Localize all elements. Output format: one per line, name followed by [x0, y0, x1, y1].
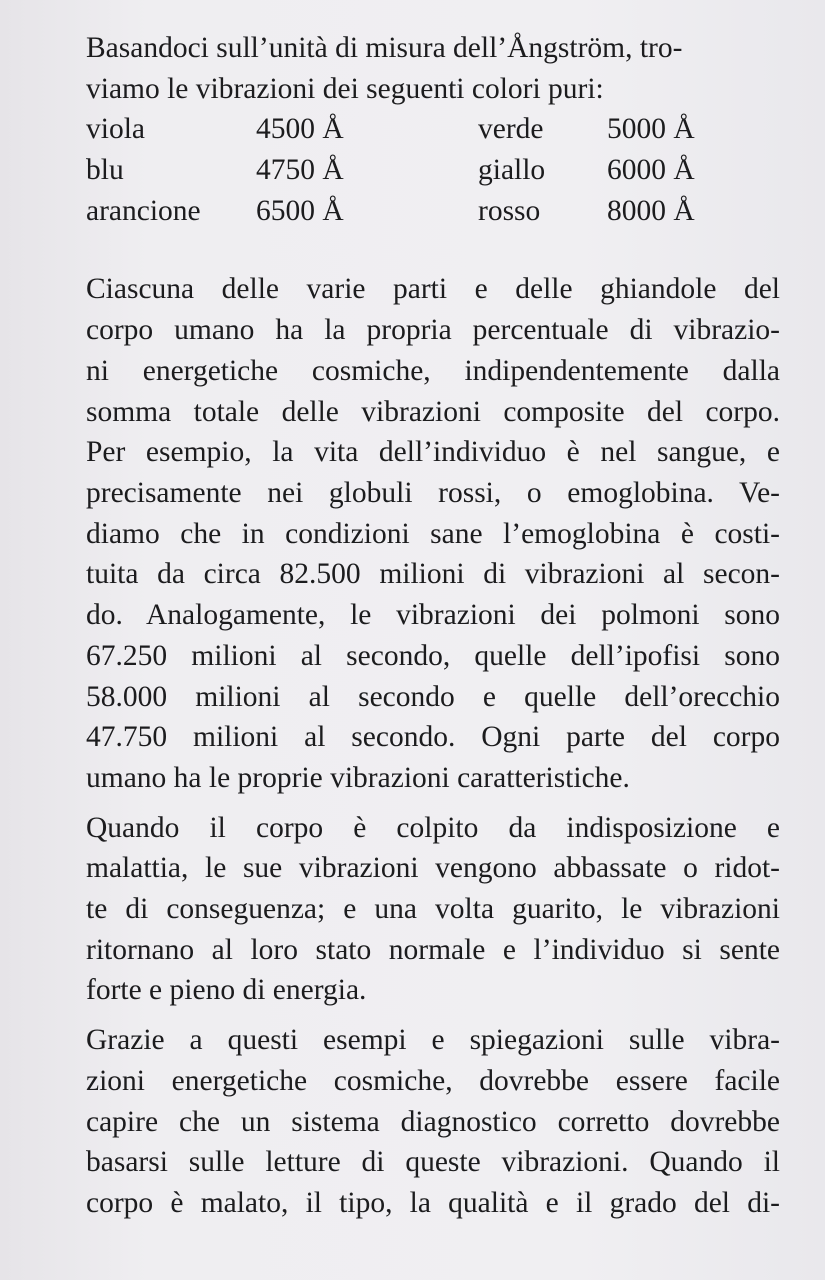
text-line: capire che un sistema diagnostico corretto dovrebbe: [86, 1105, 780, 1138]
text-line: 47.750 milioni al secondo. Ogni parte del corpo: [86, 721, 780, 754]
text-line: tuita da circa 82.500 milioni di vibrazioni al secon-: [86, 558, 780, 591]
color-value: 4750 Å: [256, 154, 344, 187]
text-line: Quando il corpo è colpito da indisposizione e: [86, 811, 780, 844]
text-line: ritornano al loro stato normale e l’individuo si sente: [86, 933, 780, 966]
text-line: zioni energetiche cosmiche, dovrebbe essere facile: [86, 1064, 780, 1097]
paragraph: [86, 269, 780, 798]
text-line: Basandoci sull’unità di misura dell’Ångström, tro-: [86, 32, 683, 64]
text-line: forte e pieno di energia.: [86, 974, 367, 1007]
text-line: 67.250 milioni al secondo, quelle dell’ipofisi sono: [86, 639, 780, 672]
color-value: 6000 Å: [607, 154, 695, 187]
text-line: Ciascuna delle varie parti e delle ghiandole del: [86, 273, 780, 306]
text-line: corpo umano ha la propria percentuale di vibrazio-: [86, 314, 780, 347]
text-line: diamo che in condizioni sane l’emoglobina è costi-: [86, 517, 780, 550]
text-line: basarsi sulle letture di queste vibrazioni. Quando il: [86, 1146, 780, 1179]
text-line: precisamente nei globuli rossi, o emoglobina. Ve-: [86, 476, 780, 509]
text-line: corpo è malato, il tipo, la qualità e il grado del di-: [86, 1186, 780, 1219]
paragraph: [86, 808, 780, 1012]
text-line: viamo le vibrazioni dei seguenti colori puri:: [86, 72, 604, 105]
color-row: [86, 191, 780, 232]
text-line: somma totale delle vibrazioni composite del corpo.: [86, 395, 780, 428]
page-text: [86, 28, 780, 1224]
color-value: 8000 Å: [607, 194, 695, 227]
text-line: ni energetiche cosmiche, indipendentemente dalla: [86, 354, 780, 387]
color-name: arancione: [86, 194, 201, 227]
text-line: Per esempio, la vita dell’individuo è nel sangue, e: [86, 436, 780, 469]
text-line: te di conseguenza; e una volta guarito, le vibrazioni: [86, 893, 780, 926]
color-name: verde: [478, 113, 544, 146]
color-value: 5000 Å: [607, 113, 695, 146]
color-table: [86, 109, 780, 231]
color-name: blu: [86, 154, 124, 187]
text-line: malattia, le sue vibrazioni vengono abbassate o ridot-: [86, 852, 780, 885]
intro-paragraph: [86, 28, 780, 109]
text-line: umano ha le proprie vibrazioni caratteristiche.: [86, 761, 630, 794]
color-name: rosso: [478, 194, 541, 227]
paragraph: [86, 1020, 780, 1224]
color-row: [86, 109, 780, 150]
color-row: [86, 150, 780, 191]
color-value: 6500 Å: [256, 194, 344, 227]
color-value: 4500 Å: [256, 113, 344, 146]
text-line: do. Analogamente, le vibrazioni dei polmoni sono: [86, 599, 780, 632]
color-name: giallo: [478, 154, 546, 187]
color-name: viola: [86, 113, 145, 146]
text-line: Grazie a questi esempi e spiegazioni sulle vibra-: [86, 1024, 780, 1057]
text-line: 58.000 milioni al secondo e quelle dell’orecchio: [86, 680, 780, 713]
